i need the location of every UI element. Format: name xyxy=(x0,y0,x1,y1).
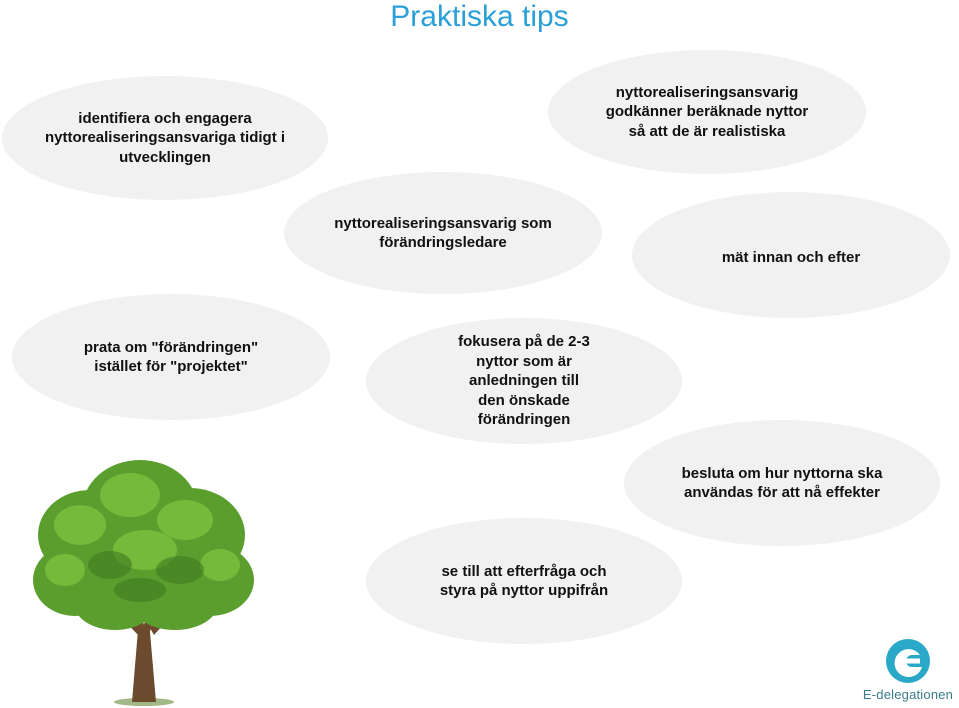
tip-bubble-measure xyxy=(632,192,950,318)
tip-text: besluta om hur nyttorna ska användas för att nå effekter xyxy=(681,464,883,501)
tip-text: prata om "förändringen" istället för "projektet" xyxy=(83,338,259,375)
tip-bubble-focus xyxy=(366,318,682,444)
tip-text: mät innan och efter xyxy=(721,249,861,267)
tip-text: nyttorealiseringsansvarig som förändringsledare xyxy=(334,214,552,251)
logo-mark-icon xyxy=(860,637,956,687)
tip-bubble-demand xyxy=(366,518,682,644)
tip-text: fokusera på de 2-3 nyttor som är anledningen till den önskade förändringen xyxy=(458,333,590,429)
tip-text: se till att efterfråga och styra på nyttor uppifrån xyxy=(439,562,609,599)
page-title: Praktiska tips xyxy=(390,0,569,33)
logo-text: E-delegationen xyxy=(862,687,954,702)
tip-bubble-change-leader xyxy=(284,172,602,294)
tip-bubble-talk-change xyxy=(12,294,330,420)
tree-illustration xyxy=(20,440,260,708)
tip-bubble-decide xyxy=(624,420,940,546)
tip-text: identifiera och engagera nyttorealiseringsansvariga tidigt i utvecklingen xyxy=(44,109,286,166)
tip-bubble-engage xyxy=(2,76,328,200)
e-delegationen-logo xyxy=(860,637,956,707)
tip-bubble-approve xyxy=(548,50,866,174)
tip-text: nyttorealiseringsansvarig godkänner beräknade nyttor så att de är realistiska xyxy=(605,83,809,140)
